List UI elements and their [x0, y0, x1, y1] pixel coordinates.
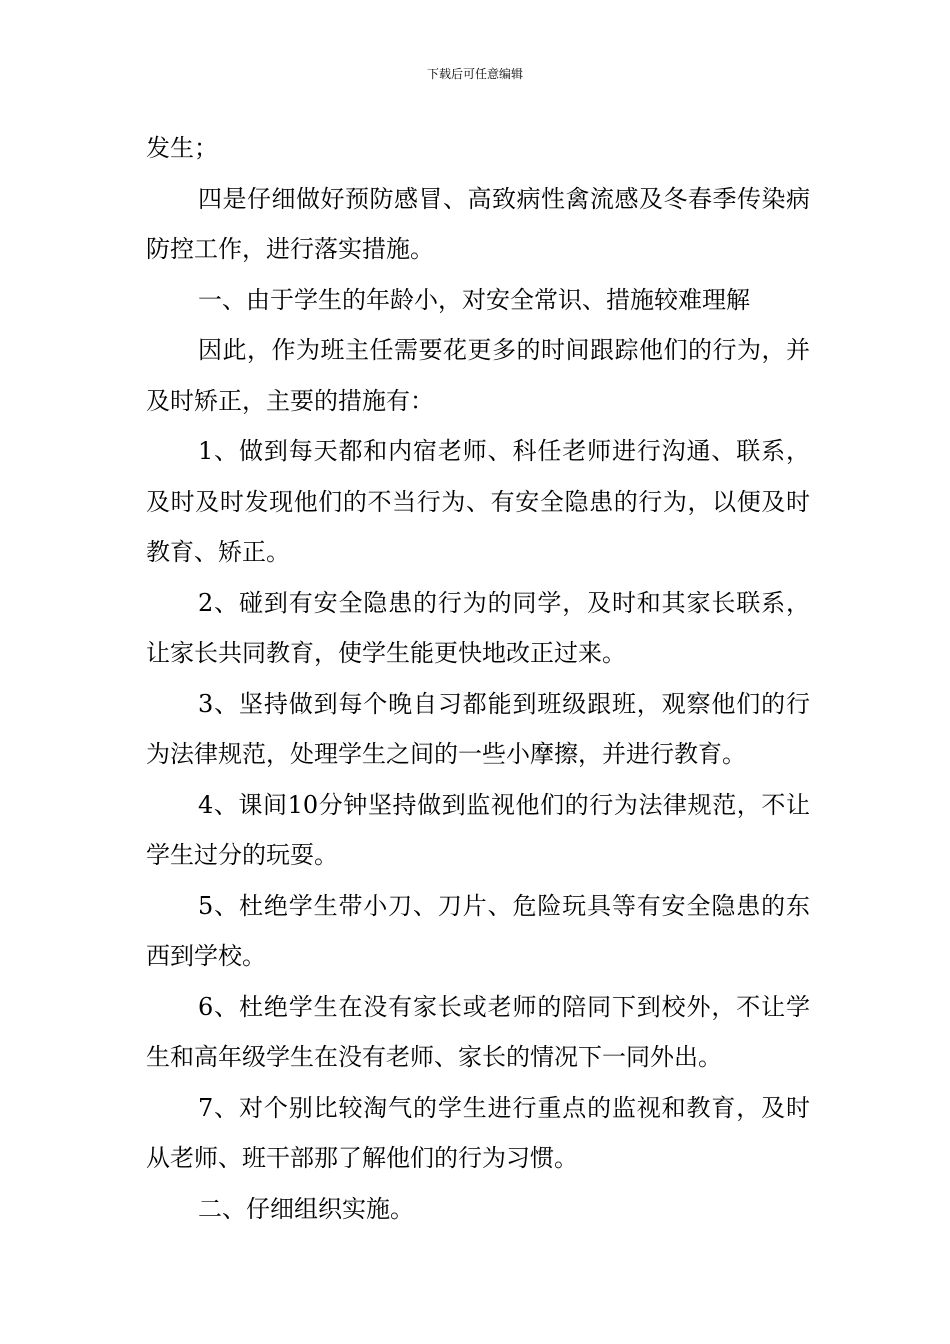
paragraph-item-2: 2、碰到有安全隐患的行为的同学，及时和其家长联系，让家长共同教育，使学生能更快地改正过来。 — [146, 588, 810, 667]
paragraph-item-3: 3、坚持做到每个晚自习都能到班级跟班，观察他们的行为法律规范，处理学生之间的一些小摩擦，并进行教育。 — [146, 689, 810, 768]
document-body — [146, 123, 810, 1234]
paragraph-item-7: 7、对个别比较淘气的学生进行重点的监视和教育，及时从老师、班干部那了解他们的行为习惯。 — [146, 1093, 810, 1172]
paragraph-measures-intro: 因此，作为班主任需要花更多的时间跟踪他们的行为，并及时矫正，主要的措施有： — [146, 336, 810, 415]
paragraph-section-two-heading: 二、仔细组织实施。 — [198, 1194, 414, 1223]
paragraph-item-1: 1、做到每天都和内宿老师、科任老师进行沟通、联系，及时及时发现他们的不当行为、有安全隐患的行为，以便及时教育、矫正。 — [146, 437, 810, 566]
paragraph-section-one-heading: 一、由于学生的年龄小，对安全常识、措施较难理解 — [198, 285, 750, 314]
paragraph-continuation: 发生； — [146, 134, 218, 162]
paragraph-item-6: 6、杜绝学生在没有家长或老师的陪同下到校外，不让学生和高年级学生在没有老师、家长的情况下一同外出。 — [146, 992, 810, 1071]
page-header-note: 下载后可任意编辑 — [426, 67, 523, 81]
paragraph-item-5: 5、杜绝学生带小刀、刀片、危险玩具等有安全隐患的东西到学校。 — [146, 891, 810, 970]
paragraph-point-four: 四是仔细做好预防感冒、高致病性禽流感及冬春季传染病防控工作，进行落实措施。 — [146, 184, 810, 263]
paragraph-item-4: 4、课间10分钟坚持做到监视他们的行为法律规范，不让学生过分的玩耍。 — [146, 790, 810, 869]
